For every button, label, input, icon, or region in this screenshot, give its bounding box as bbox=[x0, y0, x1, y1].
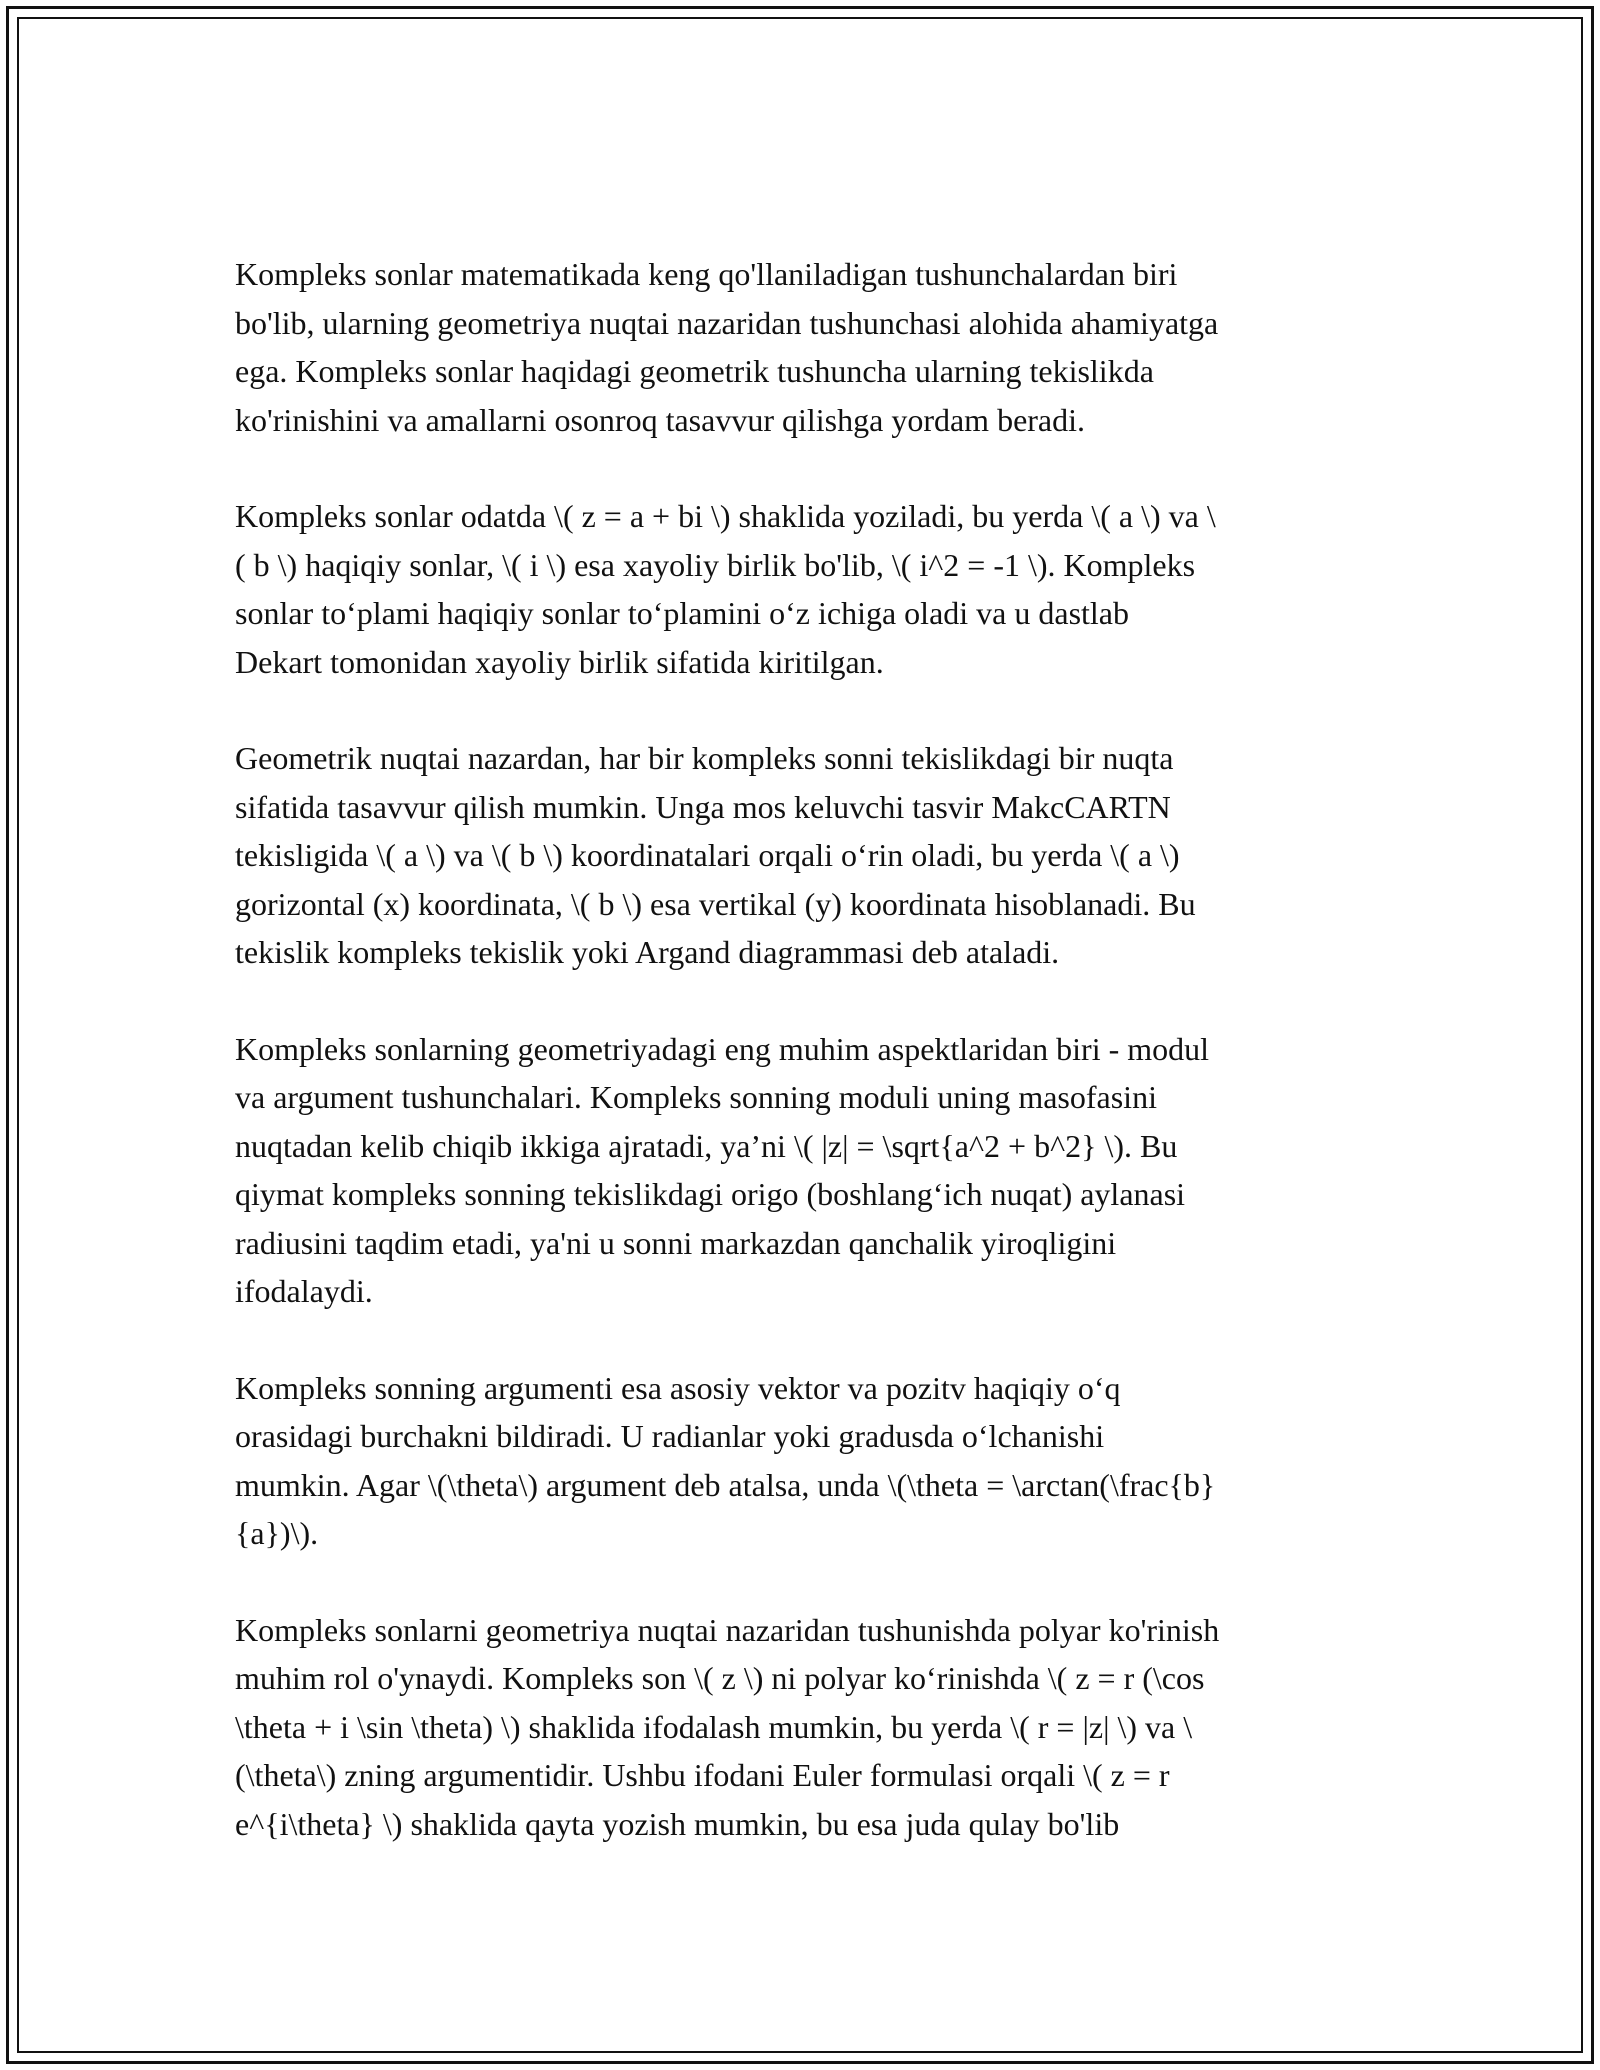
paragraph: Kompleks sonlarni geometriya nuqtai nazaridan tushunishda polyar ko'rinish muhim rol o'ynaydi. Kompleks son \( z \) ni polyar ko‘rinishda \( z = r (\cos \theta + i \sin \theta) \) shaklida ifodalash mumkin, bu yerda \( r = |z| \) va \ (\theta\) zning argumentidir. Ushbu ifodani Euler formulasi orqali \( z = r e^{i\theta} \) shaklida qayta yozish mumkin, bu esa juda qulay bo'lib bbox=[235, 1611, 1220, 1842]
paragraph: Kompleks sonning argumenti esa asosiy vektor va pozitv haqiqiy o‘q orasidagi burchakni bildiradi. U radianlar yoki gradusda o‘lchanishi mumkin. Agar \(\theta\) argument deb atalsa, unda \(\theta = \arctan(\frac{b} {a})\). bbox=[235, 1369, 1216, 1551]
paragraph: Kompleks sonlarning geometriyadagi eng muhim aspektlaridan biri - modul va argument tushunchalari. Kompleks sonning moduli uning masofasini nuqtadan kelib chiqib ikkiga ajratadi, ya’ni \( |z| = \sqrt{a^2 + b^2} \). Bu qiymat kompleks sonning tekislikdagi origo (boshlang‘ich nuqat) aylanasi radiusini taqdim etadi, ya'ni u sonni markazdan qanchalik yiroqligini ifodalaydi. bbox=[235, 1030, 1210, 1309]
paragraph: Geometrik nuqtai nazardan, har bir kompleks sonni tekislikdagi bir nuqta sifatida tasavvur qilish mumkin. Unga mos keluvchi tasvir MakcCARTN tekisligida \( a \) va \( b \) koordinatalari orqali o‘rin oladi, bu yerda \( a \) gorizontal (x) koordinata, \( b \) esa vertikal (y) koordinata hisoblanadi. Bu tekislik kompleks tekislik yoki Argand diagrammasi deb ataladi. bbox=[235, 740, 1196, 970]
paragraph: Kompleks sonlar odatda \( z = a + bi \) shaklida yoziladi, bu yerda \( a \) va \ ( b \) haqiqiy sonlar, \( i \) esa xayoliy birlik bo'lib, \( i^2 = -1 \). Kompleks sonlar to‘plami haqiqiy sonlar to‘plamini o‘z ichiga oladi va u dastlab Dekart tomonidan xayoliy birlik sifatida kiritilgan. bbox=[235, 498, 1216, 680]
document-body bbox=[235, 250, 1370, 1896]
paragraph: Kompleks sonlar matematikada keng qo'llaniladigan tushunchalardan biri bo'lib, ularning geometriya nuqtai nazaridan tushunchasi alohida ahamiyatga ega. Kompleks sonlar haqidagi geometrik tushuncha ularning tekislikda ko'rinishini va amallarni osonroq tasavvur qilishga yordam beradi. bbox=[235, 256, 1219, 438]
